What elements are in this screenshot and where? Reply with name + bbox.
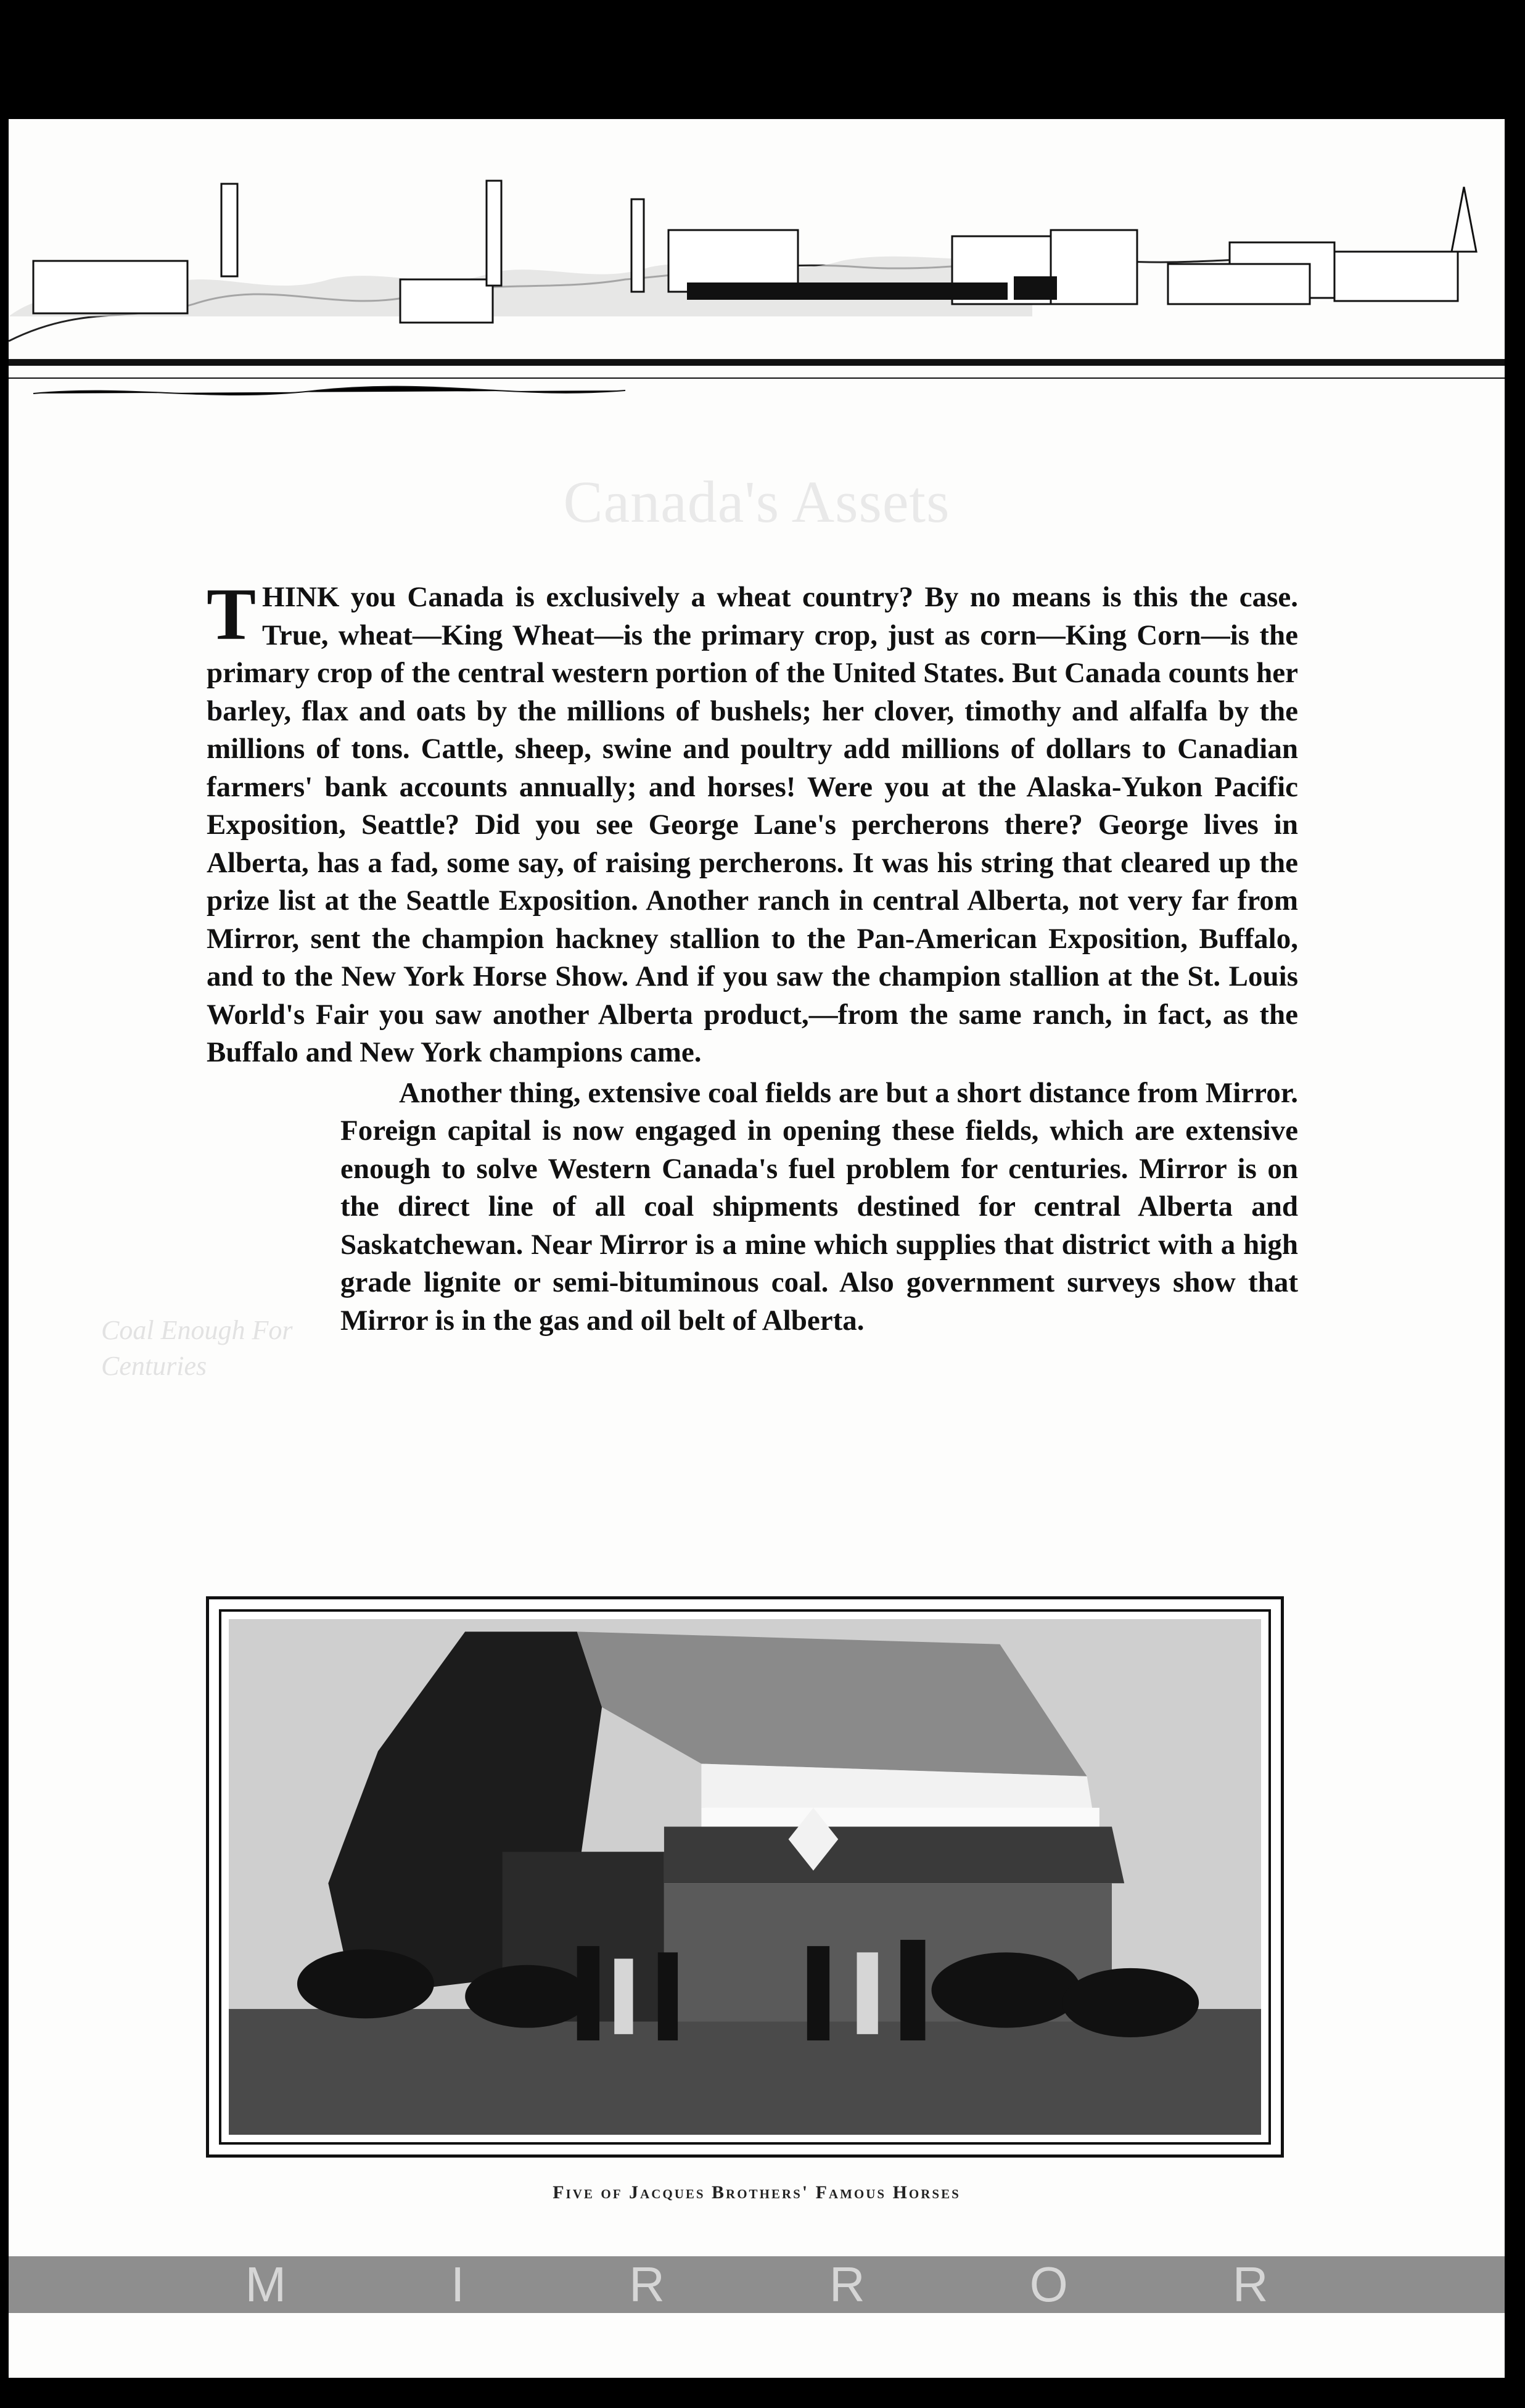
photo-inner-border (219, 1609, 1271, 2145)
margin-gap (207, 1113, 340, 1319)
margin-note: Coal Enough For Centuries (101, 1315, 293, 1381)
footer-letter: R (629, 2257, 665, 2312)
paragraph-1: THINK you Canada is exclusively a wheat country? By no means is this the case. True, wheat—King Wheat—is the primary crop, just as corn—King Corn—is the primary crop of the central western portion of the United States. But Canada counts her barley, flax and oats by the millions of bushels; her clover, timothy and alfalfa by the millions of tons. Cattle, sheep, swine and poultry add millions of dollars to Canadian farmers' bank accounts annually; and horses! Were you at the Alaska-Yukon Pacific Exposition, Seattle? Did you see George Lane's percherons there? George lives in Alberta, has a fad, some say, of raising percherons. It was his string that cleared up the prize list at the Seattle Exposition. Another ranch in central Alberta, not very far from Mirror, sent the champion hackney stallion to the Pan-American Exposition, Buffalo, and to the New York Horse Show. And if you saw the champion stallion at the St. Louis World's Fair you saw another Alberta product,—from the same ranch, in fact, as the Buffalo and New York champions came. (207, 573, 1298, 1068)
footer-letter: R (829, 2257, 865, 2312)
photo-caption: Five of Jacques Brothers' Famous Horses (553, 2182, 961, 2203)
industrial-skyline-illustration (9, 119, 1505, 403)
footer-band (9, 2256, 1505, 2313)
page-title: Canada's Assets (563, 469, 950, 535)
page (9, 119, 1505, 2378)
photo-frame (206, 1596, 1284, 2158)
footer-wordmark (9, 2256, 1505, 2313)
footer-letter: I (451, 2257, 465, 2312)
footer-letter: R (1232, 2257, 1268, 2312)
footer-letter: O (1029, 2257, 1068, 2312)
paragraph-2: Another thing, extensive coal fields are but a short distance from Mirror. Foreign capital is now engaged in opening these fields, which are extensive enough to solve Western Canada's fuel problem for centuries. Mirror is on the direct line of all coal shipments destined for central Alberta and Saskatchewan. Near Mirror is a mine which supplies that district with a high grade lignite or semi-bituminous coal. Also government surveys show that Mirror is in the gas and oil belt of Alberta. (340, 1076, 1298, 1337)
barn-photo (229, 1619, 1261, 2135)
footer-letter: M (245, 2257, 287, 2312)
body-text (207, 573, 1298, 1340)
